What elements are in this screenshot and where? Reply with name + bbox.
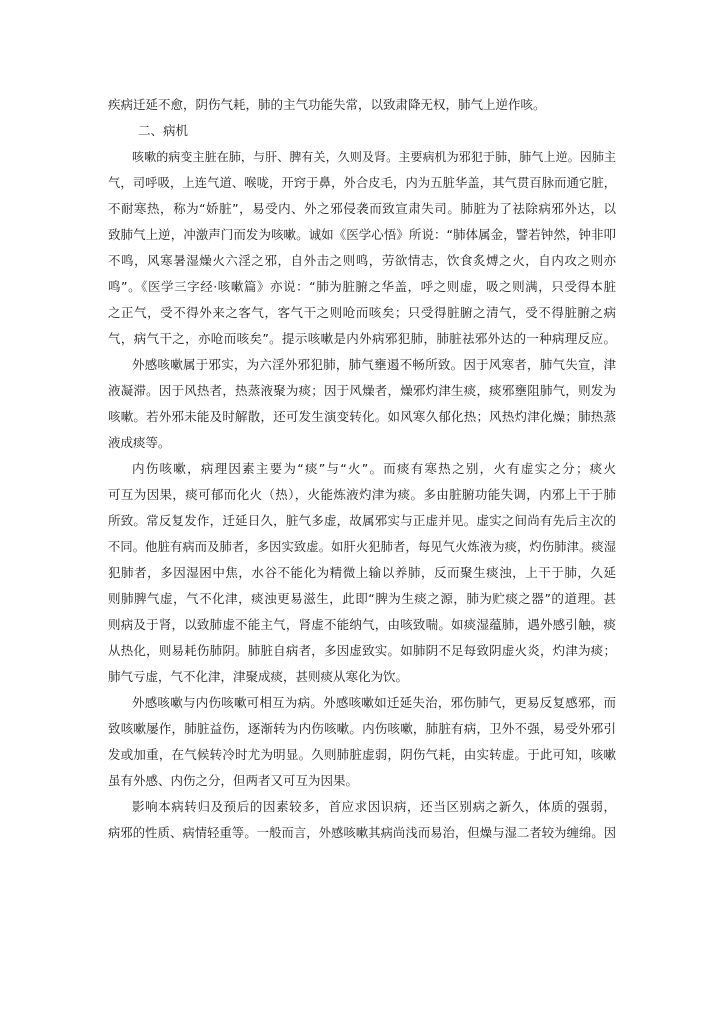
paragraph-5 (108, 794, 616, 846)
paragraph-line: 所致。常反复发作，迁延日久，脏气多虚，故属邪实与正虚并见。虚实之间尚有先后主次的 (108, 513, 616, 528)
paragraph-line: 可互为因果，痰可郁而化火（热），火能炼液灼津为痰。多由脏腑功能失调，内邪上干于肺 (108, 487, 616, 502)
paragraph-2 (108, 352, 616, 456)
paragraph-line: 外感咳嗽与内伤咳嗽可相互为病。外感咳嗽如迁延失治，邪伤肺气，更易反复感邪，而 (132, 695, 616, 710)
paragraph-line: 咳嗽的病变主脏在肺，与肝、脾有关，久则及肾。主要病机为邪犯于肺，肺气上逆。因肺主 (132, 150, 616, 164)
paragraph-1 (108, 144, 616, 352)
paragraph-line: 咳嗽。若外邪未能及时解散，还可发生演变转化。如风寒久郁化热；风热灼津化燥；肺热蒸 (108, 409, 616, 424)
paragraph-line: 内伤咳嗽，病理因素主要为“痰”与“火”。而痰有寒热之别，火有虚实之分；痰火 (132, 461, 616, 476)
paragraph-line: 液成痰等。 (108, 435, 171, 450)
paragraph-line: 鸣”。《医学三字经·咳嗽篇》亦说：“肺为脏腑之华盖，呼之则虚，吸之则满，只受得本脏 (108, 279, 616, 294)
intro-line: 疾病迁延不愈，阴伤气耗，肺的主气功能失常，以致肃降无权，肺气上逆作咳。 (108, 97, 546, 112)
paragraph-line: 则肺脾气虚，气不化津，痰浊更易滋生，此即“脾为生痰之源，肺为贮痰之器”的道理。甚 (108, 591, 616, 606)
paragraph-4 (108, 690, 616, 794)
paragraph-line: 不耐寒热，称为“娇脏”，易受内、外之邪侵袭而致宣肃失司。肺脏为了祛除病邪外达，以 (108, 201, 616, 216)
paragraph-line: 肺气亏虚，气不化津，津聚成痰，甚则痰从寒化为饮。 (108, 669, 409, 684)
paragraph-line: 气，病气干之，亦呛而咳矣”。提示咳嗽是内外病邪犯肺，肺脏祛邪外达的一种病理反应。 (108, 331, 616, 346)
paragraph-line: 外感咳嗽属于邪实，为六淫外邪犯肺，肺气壅遏不畅所致。因于风寒者，肺气失宣，津 (132, 357, 616, 372)
section-heading-pathogenesis: 二、病机 (138, 123, 189, 138)
paragraph-line: 不鸣，风寒暑湿燥火六淫之邪，自外击之则鸣，劳欲情志，饮食炙煿之火，自内攻之则亦 (108, 253, 616, 268)
paragraph-line: 不同。他脏有病而及肺者，多因实致虚。如肝火犯肺者，每见气火炼液为痰，灼伤肺津。痰湿 (108, 540, 616, 554)
paragraph-line: 影响本病转归及预后的因素较多，首应求因识病，还当区别病之新久，体质的强弱， (132, 799, 616, 814)
document-page (108, 92, 616, 846)
paragraph-line: 虽有外感、内伤之分，但两者又可互为因果。 (108, 773, 359, 788)
paragraph-line: 发或加重，在气候转冷时尤为明显。久则肺脏虚弱，阴伤气耗，由实转虚。于此可知，咳嗽 (108, 747, 616, 762)
paragraph-line: 致咳嗽屡作，肺脏益伤，逐渐转为内伤咳嗽。内伤咳嗽，肺脏有病，卫外不强，易受外邪引 (108, 721, 616, 736)
paragraph-line: 气，司呼吸，上连气道、喉咙，开窍于鼻，外合皮毛，内为五脏华盖，其气贯百脉而通它脏， (108, 176, 616, 190)
paragraph-line: 病邪的性质、病情轻重等。一般而言，外感咳嗽其病尚浅而易治，但燥与湿二者较为缠绵。因 (108, 826, 616, 840)
paragraph-line: 之正气，受不得外来之客气，客气干之则呛而咳矣；只受得脏腑之清气，受不得脏腑之病 (108, 305, 616, 320)
paragraph-line: 则病及于肾，以致肺虚不能主气，肾虚不能纳气，由咳致喘。如痰湿蕴肺，遇外感引触，痰 (108, 617, 616, 632)
paragraph-line: 液凝滞。因于风热者，热蒸液聚为痰；因于风燥者，燥邪灼津生痰，痰邪壅阻肺气，则发为 (108, 383, 616, 398)
paragraph-line: 致肺气上逆，冲激声门而发为咳嗽。诚如《医学心悟》所说：“肺体属金，譬若钟然，钟非叩 (108, 227, 616, 242)
paragraph-line: 从热化，则易耗伤肺阴。肺脏自病者，多因虚致实。如肺阴不足每致阴虚火炎，灼津为痰； (108, 643, 616, 658)
paragraph-line: 犯肺者，多因湿困中焦，水谷不能化为精微上输以养肺，反而聚生痰浊，上干于肺，久延 (108, 565, 616, 580)
paragraph-3 (108, 456, 616, 690)
